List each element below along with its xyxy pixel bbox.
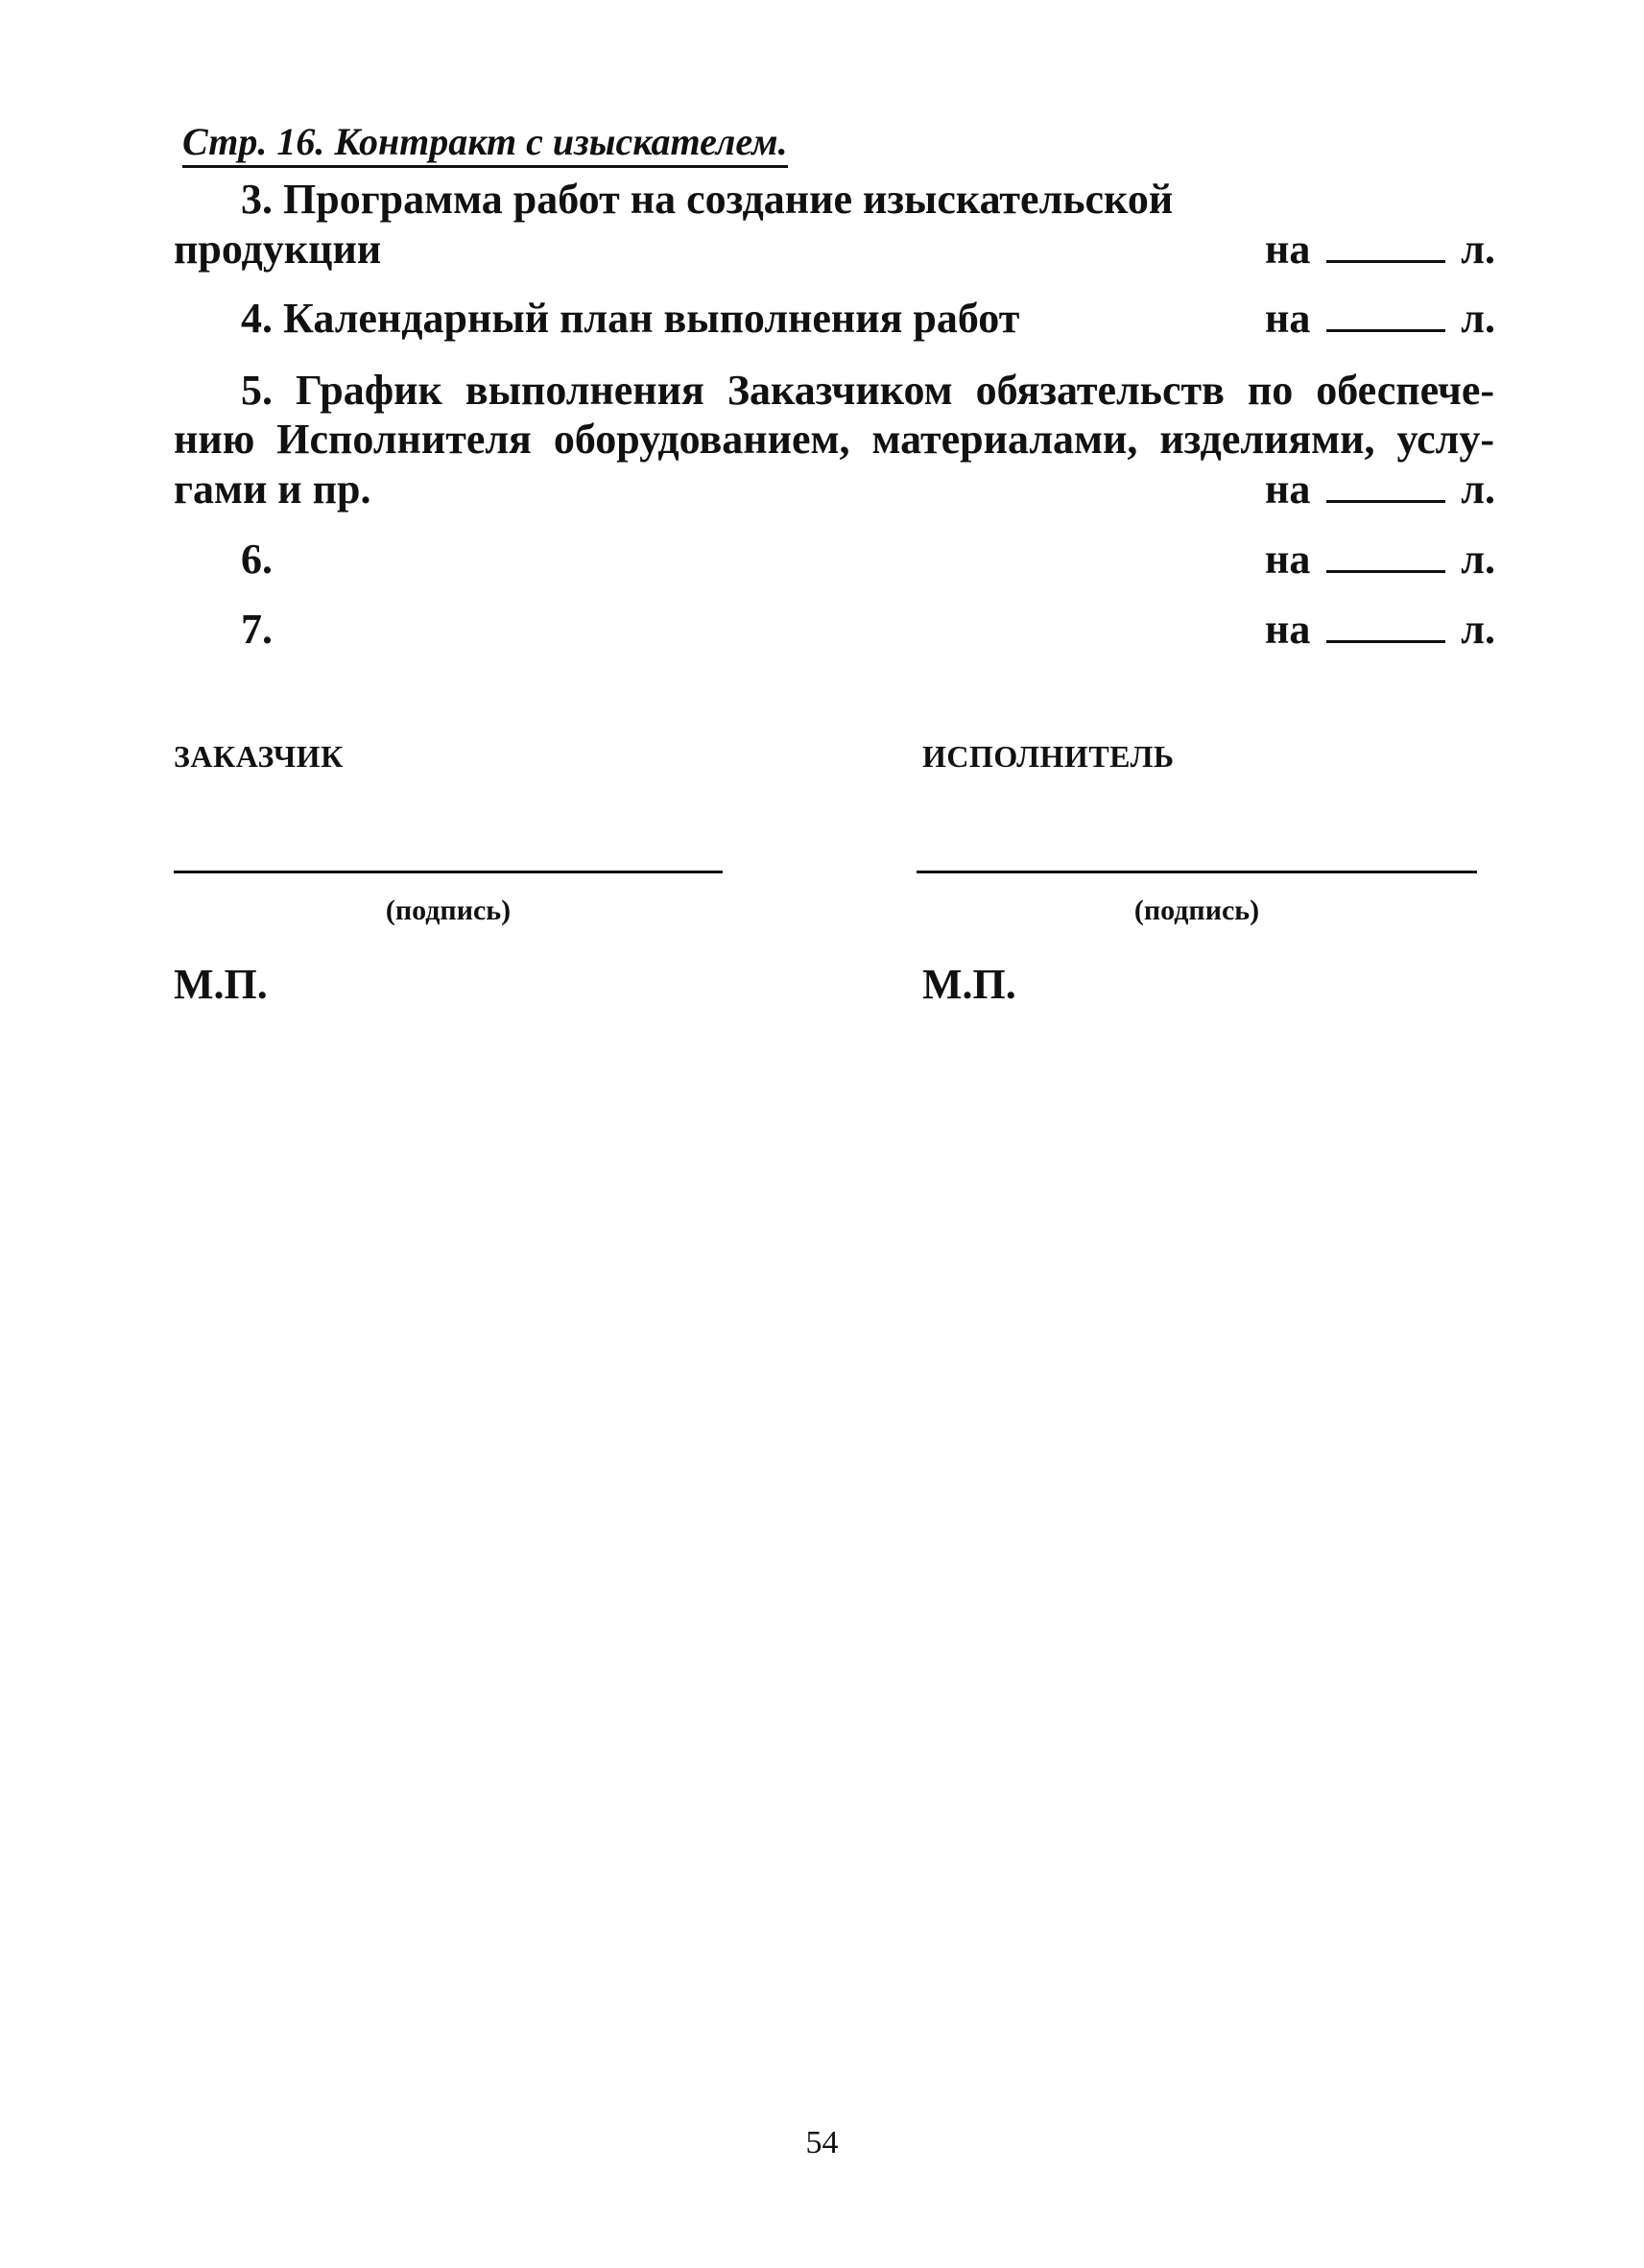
item-3-number: 3. [241,176,273,223]
item-7-sheet-prefix: на [1265,606,1311,653]
item-4-number: 4. [241,295,273,342]
item-4-sheet-suffix: л. [1461,295,1495,342]
item-3-text-line-1: Программа работ на создание изыскательской [283,176,1174,223]
item-4-sheet-count [1265,295,1495,342]
customer-signature-caption: (подпись) [385,895,512,926]
item-7-sheet-blank [1326,613,1445,643]
item-7-number: 7. [241,606,273,653]
item-6-sheet-count [1265,538,1495,581]
item-3-line-1 [241,176,1174,223]
contractor-signature-line [917,871,1477,873]
contractor-label: ИСПОЛНИТЕЛЬ [922,739,1175,774]
item-7-sheet-count [1265,606,1495,653]
item-5-text-line-3: гами и пр. [174,466,371,513]
item-5-sheet-suffix: л. [1461,466,1495,513]
item-6-number: 6. [241,536,273,583]
item-5-text-line-2: нию Исполнителя оборудованием, материалами, изделиями, услу- [174,416,1494,463]
item-5-number: 5. [241,367,273,414]
item-6-sheet-suffix: л. [1461,536,1495,583]
item-7-sheet-suffix: л. [1461,606,1495,653]
contractor-signature-caption: (подпись) [1133,895,1260,926]
item-7-line-1 [241,606,273,653]
customer-stamp: М.П. [174,961,268,1008]
item-3-sheet-blank [1326,233,1445,263]
customer-signature-line [174,871,723,873]
item-3-sheet-count [1265,228,1495,271]
item-3-sheet-suffix: л. [1461,226,1495,273]
page-number: 54 [805,2125,839,2161]
item-6-sheet-blank [1326,543,1445,573]
customer-label: ЗАКАЗЧИК [174,739,344,774]
item-4-sheet-prefix: на [1265,295,1311,342]
item-4-sheet-blank [1326,302,1445,332]
item-6-line-1 [241,538,273,581]
item-3-text-line-2: продукции [174,226,382,273]
contractor-stamp: М.П. [922,961,1016,1008]
item-6-sheet-prefix: на [1265,536,1311,583]
item-3-sheet-prefix: на [1265,226,1311,273]
item-5-sheet-blank [1326,473,1445,503]
item-5-line-1 [241,367,1495,414]
item-5-sheet-count [1265,468,1495,511]
item-5-sheet-prefix: на [1265,466,1311,513]
item-5-text-line-1: График выполнения Заказчиком обязательств по обеспече- [296,367,1495,414]
page-header: Стр. 16. Контракт с изыскателем. [182,123,788,168]
item-4-text-line-1: Календарный план выполнения работ [283,295,1020,342]
item-4-line-1 [241,295,1020,342]
